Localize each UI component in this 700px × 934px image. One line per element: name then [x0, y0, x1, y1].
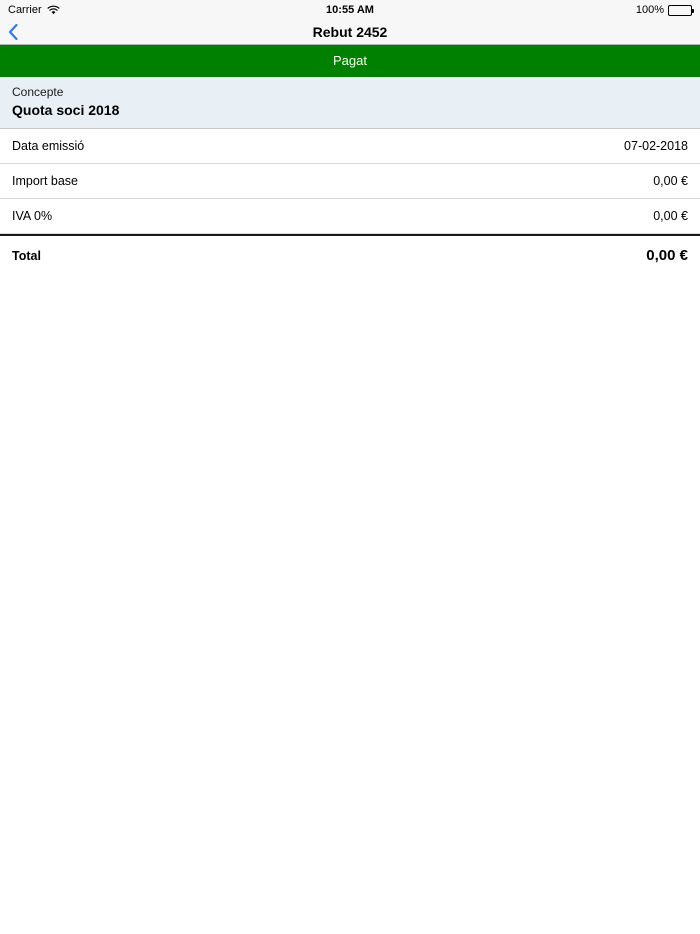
status-bar-right — [636, 4, 692, 16]
row-value: 0,00 € — [653, 174, 688, 188]
status-badge: Pagat — [0, 45, 700, 77]
battery-full-icon — [668, 5, 692, 16]
table-row — [0, 129, 700, 164]
row-label: Data emissió — [12, 139, 85, 153]
table-row — [0, 199, 700, 234]
back-button[interactable] — [8, 23, 19, 41]
row-label: IVA 0% — [12, 209, 53, 223]
wifi-icon — [47, 5, 60, 15]
concept-label: Concepte — [12, 85, 64, 99]
concept-value: Quota soci 2018 — [12, 102, 120, 118]
empty-content-area — [0, 276, 700, 934]
status-bar-clock: 10:55 AM — [326, 4, 374, 16]
chevron-left-icon — [8, 23, 19, 41]
concept-block — [0, 77, 700, 129]
carrier-label: Carrier — [8, 4, 42, 16]
battery-percent-label: 100% — [635, 4, 664, 16]
row-value: 07-02-2018 — [624, 139, 688, 153]
total-label: Total — [12, 248, 41, 263]
total-row — [0, 234, 700, 276]
table-row — [0, 164, 700, 199]
navigation-bar — [0, 20, 700, 45]
total-value: 0,00 € — [646, 247, 688, 264]
status-bar-left — [8, 4, 60, 16]
row-label: Import base — [12, 174, 79, 188]
row-value: 0,00 € — [653, 209, 688, 223]
status-bar — [0, 0, 700, 20]
page-title: Rebut 2452 — [312, 24, 388, 40]
